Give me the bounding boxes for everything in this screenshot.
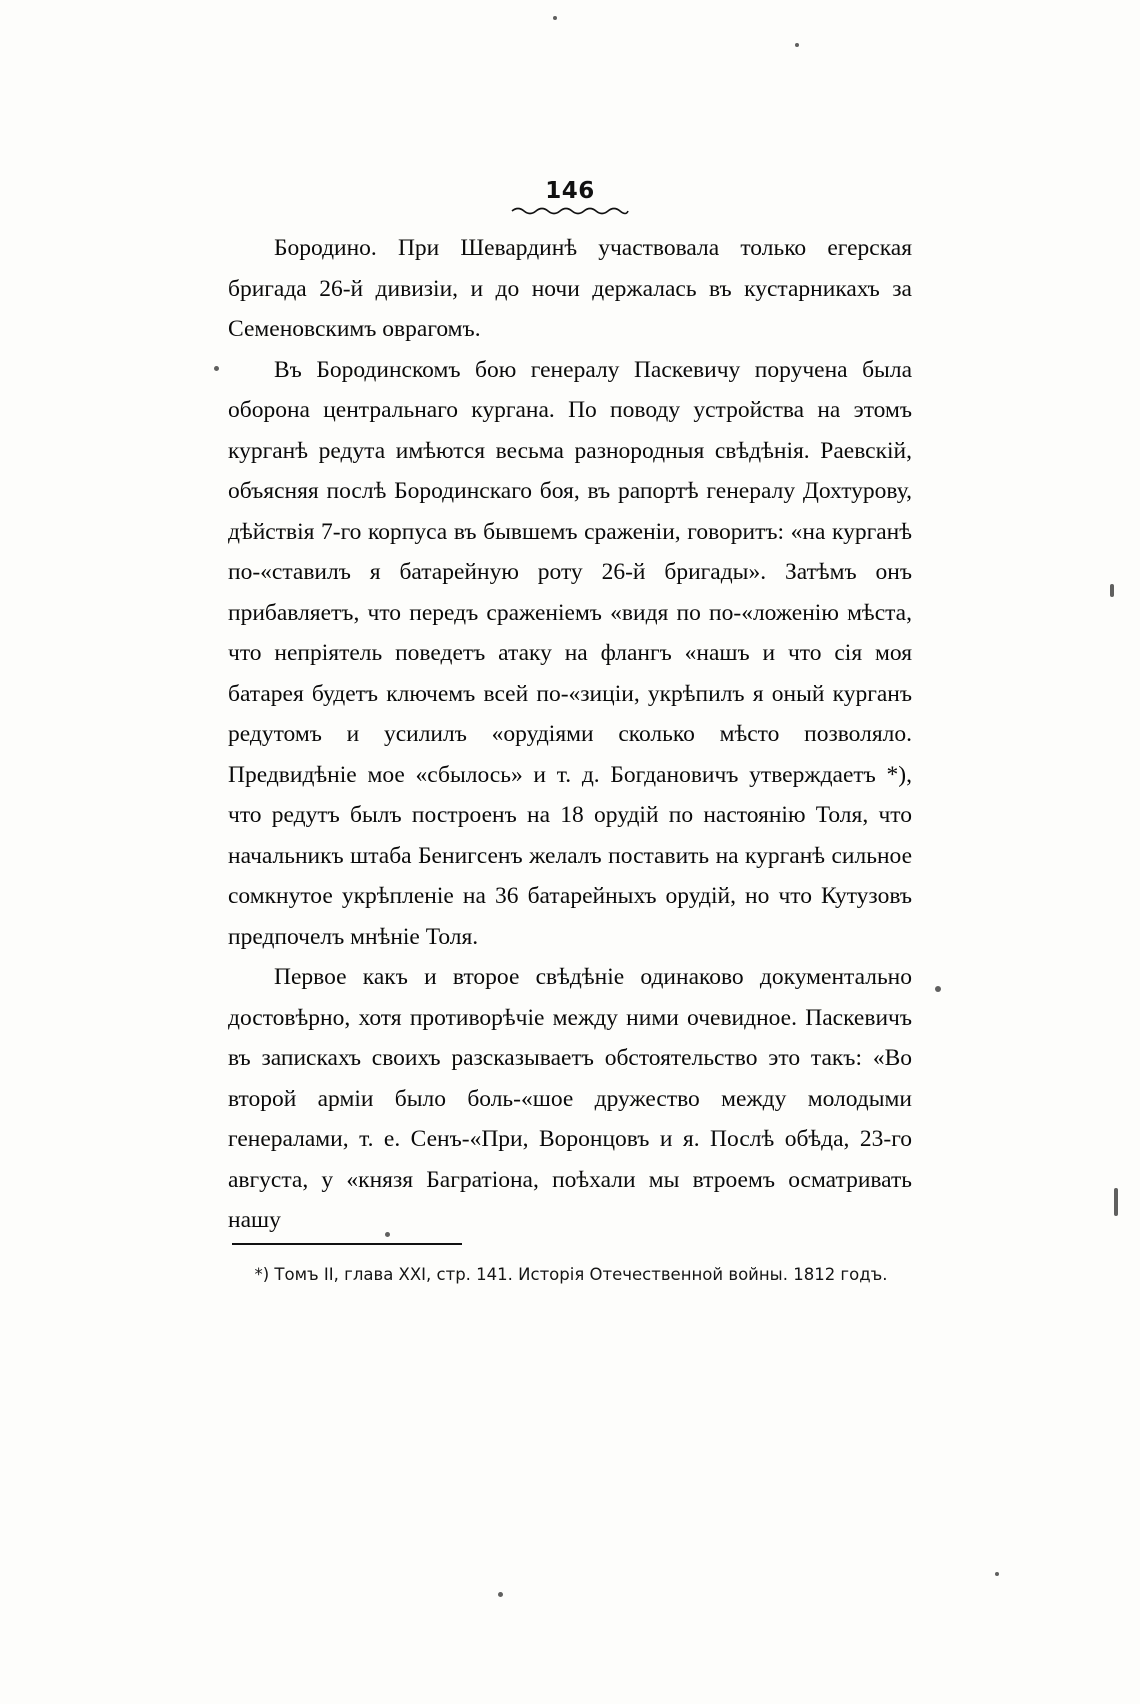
scan-speck [553, 16, 557, 20]
scan-speck [935, 986, 941, 992]
scan-speck [214, 366, 219, 371]
paragraph: Въ Бородинскомъ бою генералу Паскевичу поручена была оборона центральнаго кургана. По поводу устройства на этомъ курганѣ редута имѣются весьма разнородныя свѣдѣнія. Раевскій, объясняя послѣ Бородинскаго боя, въ рапортѣ генералу Дохтурову, дѣйствія 7-го корпуса въ бывшемъ сраженіи, говоритъ: «на курганѣ по-«ставилъ я батарейную роту 26-й бригады». Затѣмъ онъ прибавляетъ, что передъ сраженіемъ «видя по по-«ложенію мѣста, что непріятель поведетъ атаку на флангъ «нашъ и что сія моя батарея будетъ ключемъ всей по-«зиціи, укрѣпилъ я оный курганъ редутомъ и усилилъ «орудіями сколько мѣсто позволяло. Предвидѣніе мое «сбылось» и т. д. Богдановичъ утверждаетъ *), что редутъ былъ построенъ на 18 орудій по настоянію Толя, что начальникъ штаба Бенигсенъ желалъ поставить на курганѣ сильное сомкнутое укрѣпленіе на 36 батарейныхъ орудій, но что Кутузовъ предпочелъ мнѣніе Толя. [228, 356, 912, 950]
paragraph: Первое какъ и второе свѣдѣніе одинаково документально достовѣрно, хотя противорѣчіе между ними очевидное. Паскевичъ въ запискахъ своихъ разсказываетъ обстоятельство это такъ: «Во второй арміи было боль-«шое дружество между молодыми генералами, т. е. Сенъ-«При, Воронцовъ и я. Послѣ обѣда, 23-го августа, у «князя Багратіона, поѣхали мы втроемъ осматривать нашу [228, 964, 912, 1233]
scan-speck [995, 1572, 999, 1576]
scan-speck [795, 43, 799, 47]
footnote-marker: *) [254, 1265, 270, 1284]
page-body [228, 228, 912, 1241]
page-number-ornament-rule [510, 206, 630, 216]
scan-speck [1110, 584, 1114, 597]
scan-speck [1114, 1188, 1118, 1216]
footnote [228, 1262, 914, 1288]
footnote-separator-rule [232, 1243, 462, 1245]
footnote-text: Томъ II, глава XXI, стр. 141. Исторія Отечественной войны. 1812 годъ. [274, 1265, 888, 1284]
page-header [0, 178, 1140, 216]
scan-speck [498, 1592, 503, 1597]
paragraph: Бородино. При Шевардинѣ участвовала только егерская бригада 26-й дивизіи, и до ночи держалась въ кустарникахъ за Семеновскимъ оврагомъ. [228, 235, 912, 342]
page-number: 146 [545, 178, 595, 204]
